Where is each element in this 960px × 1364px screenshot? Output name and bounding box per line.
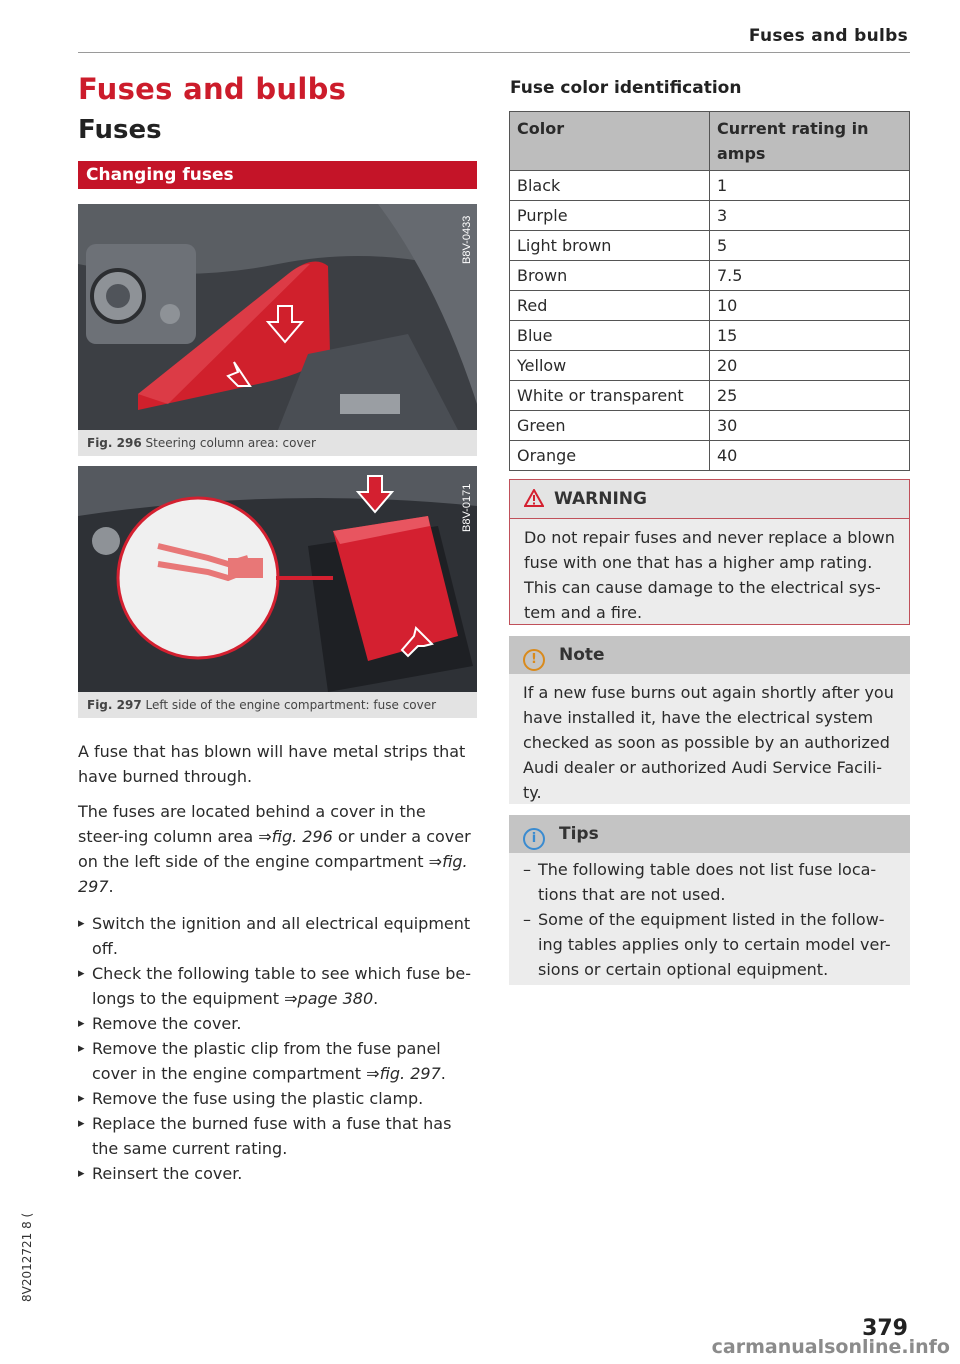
watermark: carmanualsonline.info: [711, 1336, 950, 1358]
note-title: Note: [559, 645, 605, 665]
tips-info-icon: i: [523, 828, 545, 850]
steering-column-illustration: [78, 204, 477, 430]
warning-box: [509, 479, 910, 625]
location-paragraph: [78, 799, 473, 899]
step-item: ▸ Replace the burned fuse with a fuse that has the same current rating.: [78, 1111, 478, 1161]
table-row: Blue 15: [510, 321, 910, 351]
figure-297-caption-text: Left side of the engine compartment: fuse cover: [145, 698, 437, 712]
page-380-link[interactable]: ⇒page 380: [284, 989, 374, 1008]
figure-296-caption-text: Steering column area: cover: [145, 436, 316, 450]
figure-296: [78, 204, 477, 456]
table-header-row: [510, 112, 910, 171]
color-column-header: Color: [510, 112, 710, 171]
chapter-title: Fuses and bulbs: [78, 72, 347, 106]
figure-297: [78, 466, 477, 718]
step-item: ▸ Switch the ignition and all electrical equipment off.: [78, 911, 478, 961]
warning-triangle-icon: [524, 489, 544, 507]
figure-297-label: Fig. 297: [87, 698, 142, 712]
procedure-steps: [78, 911, 478, 1186]
warning-text: Do not repair fuses and never replace a blown fuse with one that has a higher amp rating. This can cause damage to the electrical sys-tem and a fire.: [524, 528, 895, 622]
note-box: [509, 636, 910, 804]
fig-297-link[interactable]: ⇒fig. 297: [78, 852, 468, 896]
list-item: – The following table does not list fuse loca-tions that are not used.: [523, 857, 896, 907]
fig-296-link[interactable]: ⇒fig. 296: [258, 827, 333, 846]
table-row: Red 10: [510, 291, 910, 321]
location-text-1: The fuses are located behind a cover in the steer-ing column area: [78, 802, 426, 846]
list-item: – Some of the equipment listed in the follow-ing tables applies only to certain model ver-sions or certain optional equipment.: [523, 907, 896, 982]
figure-296-caption: [78, 430, 477, 450]
figure-297-code: B8V-0171: [461, 483, 473, 532]
step-item: ▸ Remove the cover.: [78, 1011, 478, 1036]
step-item: ▸ Check the following table to see which fuse be-longs to the equipment ⇒page 380.: [78, 961, 478, 1011]
table-row: Light brown 5: [510, 231, 910, 261]
fuse-color-table: [509, 111, 910, 471]
rating-column-header: Current rating in amps: [710, 112, 910, 171]
step-item: ▸ Remove the plastic clip from the fuse panel cover in the engine compartment ⇒fig. 297.: [78, 1036, 478, 1086]
tips-title: Tips: [559, 824, 599, 844]
note-exclamation-icon: !: [523, 649, 545, 671]
warning-title: WARNING: [554, 489, 647, 509]
engine-compartment-illustration: [78, 466, 477, 692]
running-header: Fuses and bulbs: [748, 26, 908, 46]
tips-header: [509, 815, 910, 853]
note-header: [509, 636, 910, 674]
warning-header: [510, 480, 909, 519]
section-title: Fuses: [78, 115, 162, 145]
table-row: Yellow 20: [510, 351, 910, 381]
intro-paragraph: A fuse that has blown will have metal strips that have burned through.: [78, 742, 466, 786]
header-rule: [78, 52, 910, 53]
table-row: Green 30: [510, 411, 910, 441]
location-text-3: .: [108, 877, 114, 896]
figure-296-label: Fig. 296: [87, 436, 142, 450]
page-number: 379: [862, 1316, 908, 1341]
table-row: Brown 7.5: [510, 261, 910, 291]
subsection-title: Changing fuses: [78, 161, 477, 189]
figure-296-code: B8V-0433: [461, 215, 473, 264]
table-row: Black 1: [510, 171, 910, 201]
step-item: ▸ Reinsert the cover.: [78, 1161, 478, 1186]
fuse-table-title: Fuse color identification: [510, 78, 742, 98]
note-text: If a new fuse burns out again shortly after you have installed it, have the electrical system checked as soon as possible by an authorized Audi dealer or authorized Audi Service Facili-ty.: [523, 683, 894, 802]
step-item: ▸ Remove the fuse using the plastic clamp.: [78, 1086, 478, 1111]
table-row: White or transparent 25: [510, 381, 910, 411]
location-text-2: or under a cover on the left side of the engine compartment: [78, 827, 471, 871]
table-row: Purple 3: [510, 201, 910, 231]
tips-list: [509, 853, 910, 982]
figure-297-caption: [78, 692, 477, 712]
fig-297-step-link[interactable]: ⇒fig. 297: [366, 1064, 441, 1083]
table-row: Orange 40: [510, 441, 910, 471]
tips-box: [509, 815, 910, 985]
